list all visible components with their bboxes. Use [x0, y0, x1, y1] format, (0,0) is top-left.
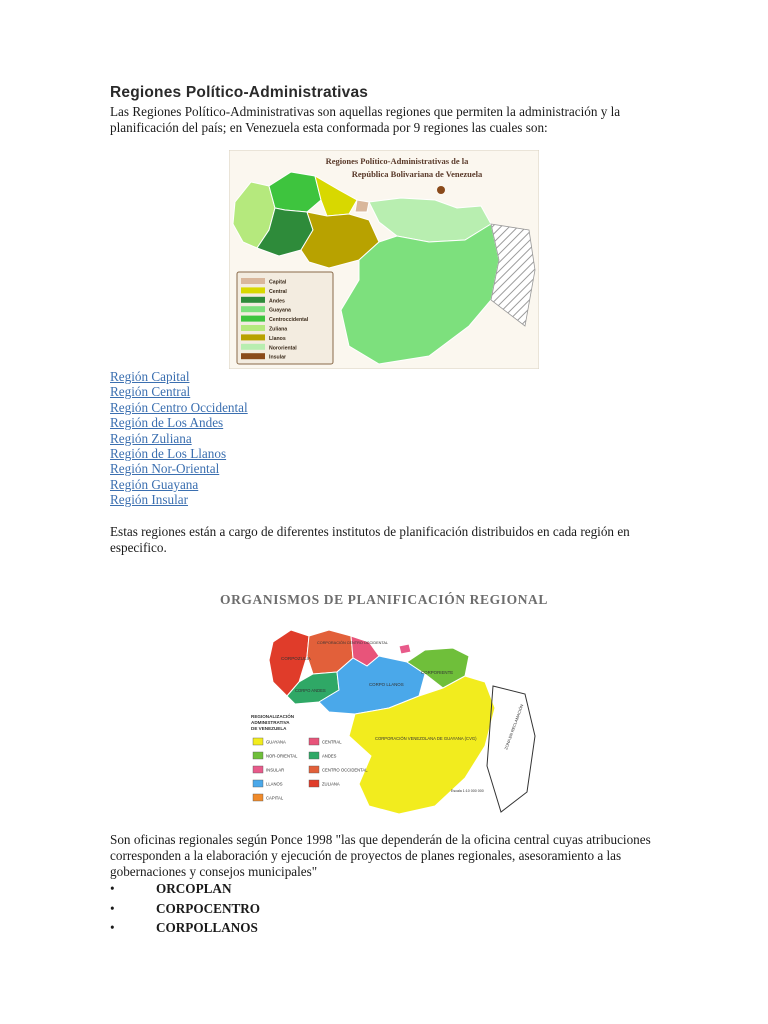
region-link[interactable]: Región Nor-Oriental [110, 461, 220, 477]
legend2-title-3: DE VENEZUELA [251, 726, 287, 731]
legend-label: ANDES [322, 753, 337, 759]
region-capital-shape [355, 200, 369, 212]
list-item-label: ORCOPLAN [156, 881, 232, 896]
legend-swatch [253, 766, 263, 773]
list-item-label: CORPOLLANOS [156, 920, 258, 935]
legend-label: GUAYANA [266, 739, 286, 745]
organisms-map [229, 616, 539, 820]
list-item-label: CORPOCENTRO [156, 900, 261, 916]
planning-paragraph: Estas regiones están a cargo de diferentes institutos de planificación distribuidos en cada región en especifico. [110, 524, 630, 555]
legend-label: Nororiental [269, 345, 297, 352]
legend-label: LLANOS [266, 781, 283, 787]
label-corpozulia: CORPOZULIA [281, 656, 311, 661]
label-corpoandes: CORPO ANDES [295, 688, 326, 693]
region-link[interactable]: Región de Los Andes [110, 415, 224, 431]
legend-label: Guayana [269, 307, 291, 314]
legend2-title-1: REGIONALIZACIÓN [251, 714, 295, 719]
legend-label: CENTRAL [322, 739, 342, 745]
list-item [110, 879, 260, 899]
map1-title-1: Regiones Político-Administrativas de la [325, 156, 469, 166]
legend-swatch [241, 306, 265, 312]
label-corporiente: CORPORIENTE [421, 670, 454, 675]
insular-region [399, 644, 411, 654]
legend-swatch [241, 316, 265, 322]
region-link[interactable]: Región Zuliana [110, 430, 192, 446]
legend-label: CAPITAL [266, 795, 284, 801]
map1-title-2: República Bolivariana de Venezuela [351, 169, 483, 179]
legend-label: Insular [269, 354, 287, 361]
offices-paragraph: Son oficinas regionales según Ponce 1998 "las que dependerán de la oficina central cuyas atribuciones corresponden a la elaboración y ejecución de proyectos de planes regionales, asesoramiento a las gobernaciones y consejos municipales" [110, 832, 651, 879]
legend-swatch [241, 278, 265, 284]
region-link[interactable]: Región de Los Llanos [110, 446, 227, 462]
organisms-list [110, 879, 260, 938]
organisms-title: ORGANISMOS DE PLANIFICACIÓN REGIONAL [219, 592, 548, 607]
region-insular-shape [437, 186, 445, 194]
bullet-dot: • [110, 920, 115, 935]
legend-swatch [241, 287, 265, 293]
region-link[interactable]: Región Centro Occidental [110, 399, 248, 415]
label-guayana-corp: CORPORACIÓN VENEZOLANA DE GUAYANA (CVG) [375, 736, 477, 741]
legend-label: Central [269, 288, 287, 295]
legend-label: Andes [269, 298, 285, 305]
label-corpollanos: CORPO LLANOS [369, 682, 404, 687]
intro-paragraph: Las Regiones Político-Administrativas son aquellas regiones que permiten la administración y la planificación del país; en Venezuela esta conformada por 9 regiones las cuales son: [110, 104, 621, 135]
region-link[interactable]: Región Central [110, 384, 191, 400]
map2-scale: Escala 1:10 000 000 [451, 789, 484, 793]
regions-link-list [110, 369, 248, 508]
legend-label: INSULAR [266, 767, 285, 773]
legend-label: ZULIANA [322, 781, 340, 787]
legend-swatch [309, 780, 319, 787]
legend2-title-2: ADMINISTRATIVA [251, 720, 290, 725]
legend-label: NOR-ORIENTAL [266, 753, 298, 759]
legend-swatch [253, 738, 263, 745]
map1-legend [237, 272, 333, 364]
legend-swatch [253, 780, 263, 787]
legend-swatch [241, 334, 265, 340]
region-link[interactable]: Región Capital [110, 369, 190, 384]
region-link[interactable]: Región Guayana [110, 476, 199, 492]
label-centroocc: CORPORACIÓN CENTRO OCCIDENTAL [317, 641, 389, 645]
legend-swatch [309, 766, 319, 773]
label-reclamation: ZONA EN RECLAMACIÓN [503, 703, 525, 751]
regions-map [229, 150, 539, 369]
legend-label: Zuliana [269, 326, 288, 333]
bullet-dot: • [110, 881, 115, 896]
legend-label: Centroccidental [269, 317, 309, 324]
legend-swatch [309, 738, 319, 745]
legend-label: Capital [269, 279, 287, 286]
region-link[interactable]: Región Insular [110, 492, 189, 508]
page-title: Regiones Político-Administrativas [110, 84, 369, 101]
legend-swatch [241, 353, 265, 359]
list-item [110, 899, 260, 919]
legend-swatch [309, 752, 319, 759]
legend-swatch [253, 794, 263, 801]
bullet-dot: • [110, 900, 115, 916]
legend-swatch [241, 297, 265, 303]
list-item [110, 918, 260, 938]
legend-swatch [241, 325, 265, 331]
section-1 [110, 82, 670, 136]
legend-label: CENTRO OCCIDENTAL [322, 767, 368, 773]
legend-swatch [253, 752, 263, 759]
legend-label: Llanos [269, 335, 286, 342]
legend-swatch [241, 344, 265, 350]
